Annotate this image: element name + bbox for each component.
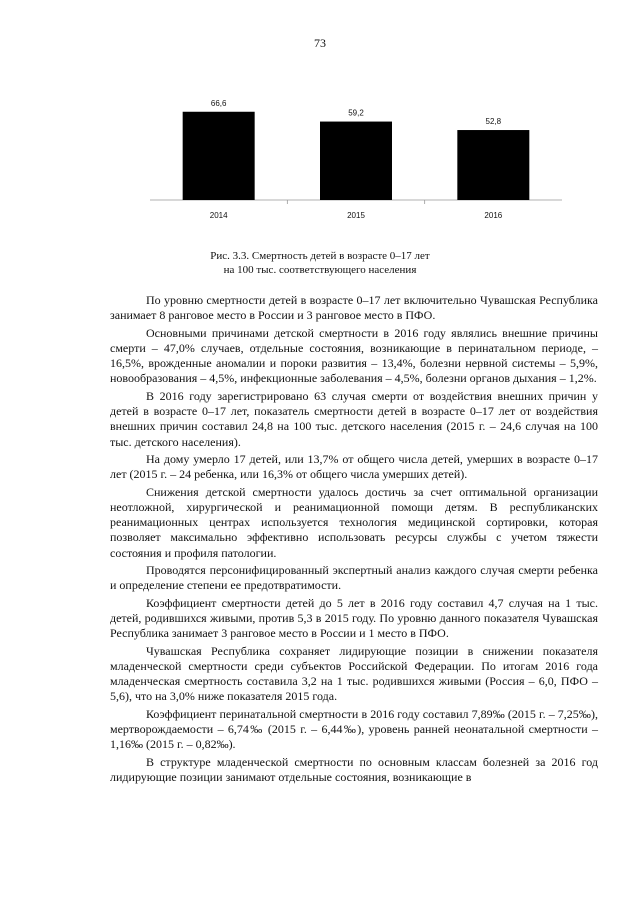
data-label-2014: 66,6 [210, 98, 227, 108]
paragraph: В структуре младенческой смертности по основным классам болезней за 2016 год лидирующие позиции занимают отдельные состояния, возникающие в [110, 754, 598, 784]
paragraph: Основными причинами детской смертности в 2016 году являлись внешние причины смерти – 47,0% случаев, отдельные состояния, возникающие в перинатальном периоде, – 16,5%, врожденные аномалии и пороки развития – 13,4%, болезни нервной системы – 5,9%, новообразования – 4,5%, инфекционные заболевания – 4,5%, болезни органов дыхания – 1,2%. [110, 325, 598, 386]
bar-2016 [457, 130, 529, 200]
paragraph: В 2016 году зарегистрировано 63 случая смерти от воздействия внешних причин у детей в возрасте 0–17 лет, показатель смертности детей в возрасте 0–17 лет от воздействия внешних причин составил 24,8 на 100 тыс. детского населения (2015 г. – 24,6 случая на 100 тыс. детского населения). [110, 388, 598, 449]
body-text [110, 293, 598, 787]
x-tick-label-2014: 2014 [209, 211, 228, 220]
paragraph: На дому умерло 17 детей, или 13,7% от общего числа детей, умерших в возрасте 0–17 лет (2015 г. – 24 ребенка, или 16,3% от общего числа умерших детей). [110, 451, 598, 482]
bar-2015 [320, 122, 392, 200]
paragraph: Чувашская Республика сохраняет лидирующие позиции в снижении показателя младенческой смертности среди субъектов Российской Федерации. По итогам 2016 года младенческая смертность составила 3,2 на 1 тыс. родившихся живыми (Россия – 6,0, ПФО – 5,6), что на 3,0% ниже показателя 2015 года. [110, 643, 598, 704]
paragraph: Снижения детской смертности удалось достичь за счет оптимальной организации неотложной, хирургической и реанимационной помощи детям. В республиканских реанимационных центрах используется технология медицинской сортировки, которая позволяет максимально эффективно использовать ресурсы службы с учетом тяжести состояния и профиля патологии. [110, 484, 598, 560]
data-label-2016: 52,8 [485, 117, 502, 127]
figure-caption-line-1: Рис. 3.3. Смертность детей в возрасте 0–17 лет [210, 250, 430, 262]
paragraph: Коэффициент смертности детей до 5 лет в 2016 году составил 4,7 случая на 1 тыс. детей, родившихся живыми, против 5,3 в 2015 году. По уровню данного показателя Чувашская Республика занимает 3 ранговое место в России и 1 место в ПФО. [110, 595, 598, 641]
bar-2014 [183, 112, 255, 200]
figure-caption-line-2: на 100 тыс. соответствующего населения [223, 264, 417, 276]
figure-caption [0, 249, 640, 277]
paragraph: Проводятся персонифицированный экспертный анализ каждого случая смерти ребенка и определение степени ее предотвратимости. [110, 563, 598, 593]
paragraph: Коэффициент перинатальной смертности в 2016 году составил 7,89‰ (2015 г. – 7,25‰), мертворождаемости – 6,74‰ (2015 г. – 6,44‰), уровень ранней неонатальной смертности – 1,16‰ (2015 г. – 0,82‰). [110, 706, 598, 752]
bar-chart [150, 92, 562, 222]
paragraph: По уровню смертности детей в возрасте 0–17 лет включительно Чувашская Республика занимает 8 ранговое место в России и 3 ранговое место в ПФО. [110, 293, 598, 323]
x-tick-label-2016: 2016 [484, 211, 503, 220]
page-number: 73 [314, 36, 326, 50]
data-label-2015: 59,2 [348, 108, 364, 118]
x-tick-label-2015: 2015 [347, 211, 365, 220]
